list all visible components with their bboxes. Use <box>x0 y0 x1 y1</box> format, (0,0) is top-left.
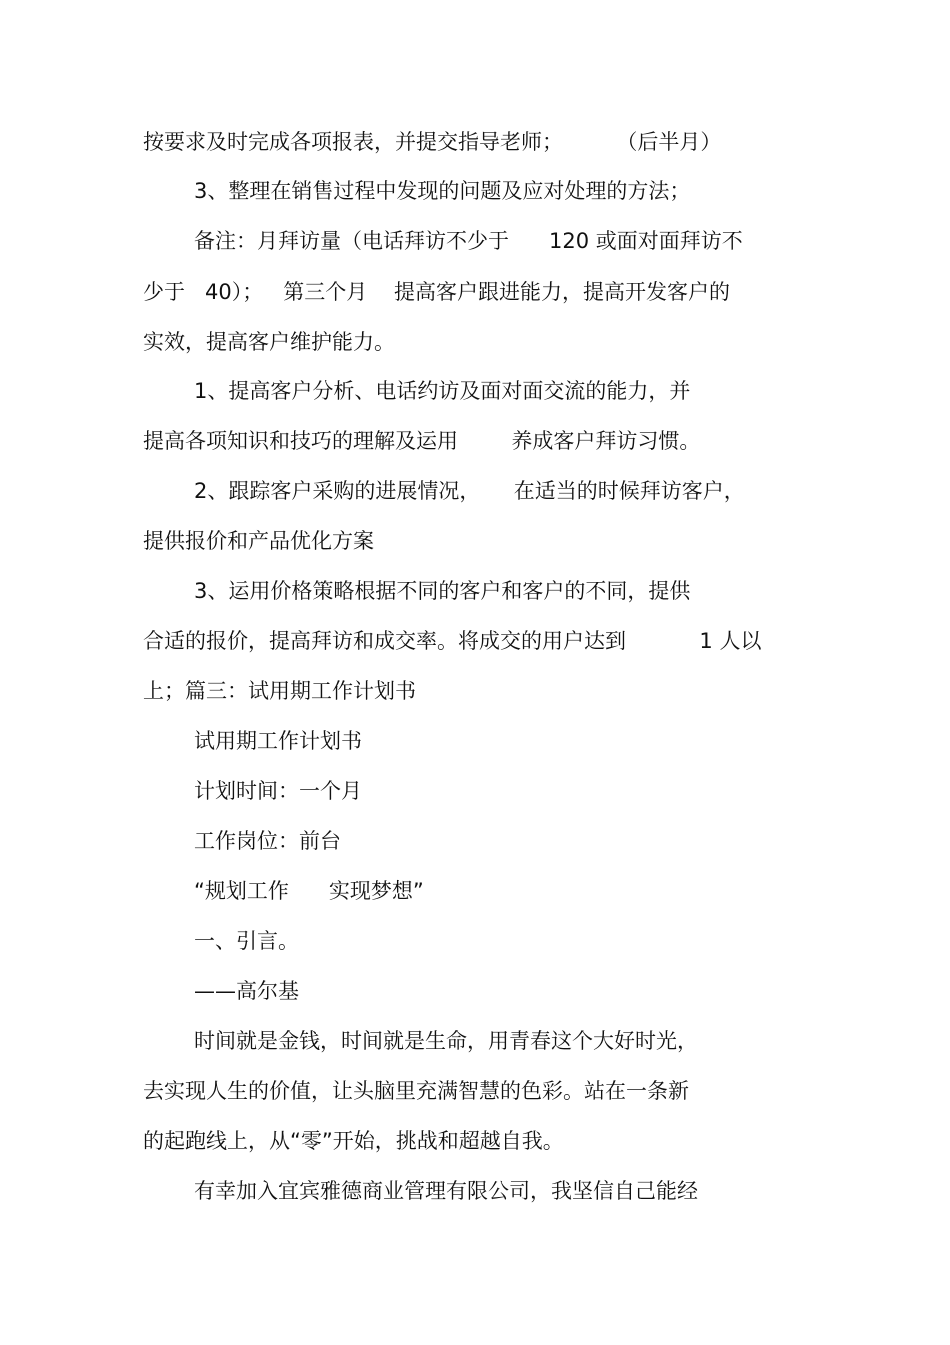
text-line-3: 备注：月拜访量（电话拜访不少于 120 或面对面拜访不 <box>194 229 743 253</box>
text-line-6: 1、提高客户分析、电话约访及面对面交流的能力，并 <box>194 379 691 403</box>
text-line-15: 工作岗位：前台 <box>194 829 341 853</box>
text-line-1: 按要求及时完成各项报表，并提交指导老师； （后半月） <box>143 130 722 154</box>
text-line-8: 2、跟踪客户采购的进展情况， 在适当的时候拜访客户， <box>194 479 745 503</box>
text-line-7: 提高各项知识和技巧的理解及运用 养成客户拜访习惯。 <box>143 429 701 453</box>
text-line-21: 的起跑线上，从“零”开始，挑战和超越自我。 <box>143 1129 564 1153</box>
text-line-22: 有幸加入宜宾雅德商业管理有限公司，我坚信自己能经 <box>194 1179 698 1203</box>
text-line-2: 3、整理在销售过程中发现的问题及应对处理的方法； <box>194 179 691 203</box>
text-line-12: 上；篇三：试用期工作计划书 <box>143 679 416 703</box>
text-line-5: 实效，提高客户维护能力。 <box>143 330 395 354</box>
text-line-19: 时间就是金钱，时间就是生命，用青春这个大好时光， <box>194 1029 698 1053</box>
text-line-13: 试用期工作计划书 <box>194 729 362 753</box>
text-line-17: 一、引言。 <box>194 929 299 953</box>
text-line-20: 去实现人生的价值，让头脑里充满智慧的色彩。站在一条新 <box>143 1079 689 1103</box>
text-line-18: ——高尔基 <box>194 979 299 1003</box>
text-line-9: 提供报价和产品优化方案 <box>143 529 374 553</box>
text-line-11: 合适的报价，提高拜访和成交率。将成交的用户达到 1 人以 <box>143 629 762 653</box>
text-line-10: 3、运用价格策略根据不同的客户和客户的不同，提供 <box>194 579 691 603</box>
text-line-16: “规划工作 实现梦想” <box>194 879 424 903</box>
text-line-14: 计划时间：一个月 <box>194 779 362 803</box>
text-line-4: 少于 40）； 第三个月 提高客户跟进能力，提高开发客户的 <box>143 280 730 304</box>
